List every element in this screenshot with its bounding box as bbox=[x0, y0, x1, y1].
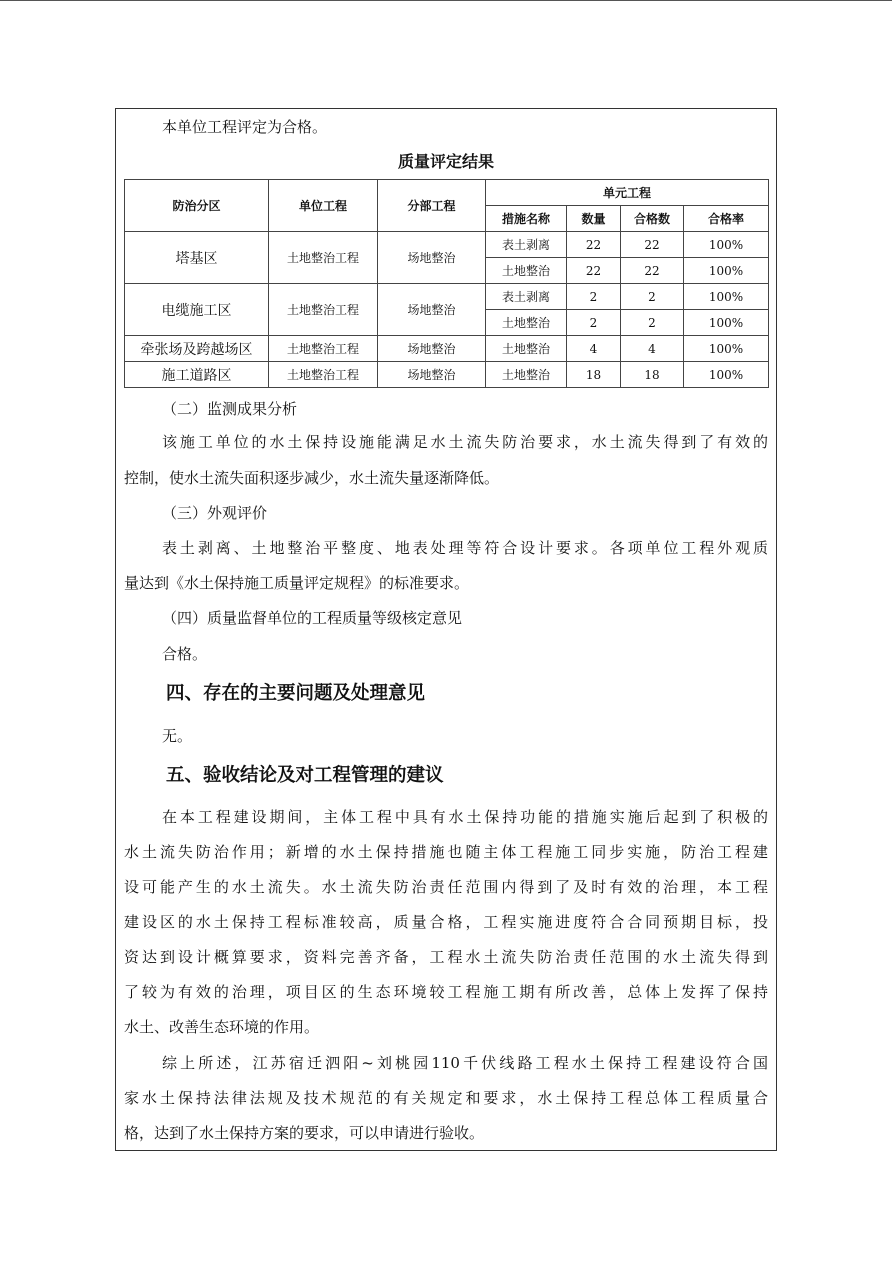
page-top-rule bbox=[0, 0, 892, 1]
measure-cell: 土地整治 bbox=[486, 310, 567, 336]
zone-cell: 施工道路区 bbox=[125, 362, 269, 388]
paragraph-line: 了较为有效的治理，项目区的生态环境较工程施工期有所改善，总体上发挥了保持 bbox=[124, 983, 768, 1001]
paragraph-line: 合格。 bbox=[162, 645, 208, 663]
measure-cell: 表土剥离 bbox=[486, 284, 567, 310]
measure-cell: 土地整治 bbox=[486, 336, 567, 362]
paragraph-line: 在本工程建设期间，主体工程中具有水土保持功能的措施实施后起到了积极的 bbox=[162, 808, 768, 826]
unit-project-cell: 土地整治工程 bbox=[269, 336, 378, 362]
table-title: 质量评定结果 bbox=[397, 152, 494, 171]
pass-count-cell: 22 bbox=[621, 232, 684, 258]
sub-project-cell: 场地整治 bbox=[378, 232, 486, 284]
measure-cell: 土地整治 bbox=[486, 258, 567, 284]
sub-project-cell: 场地整治 bbox=[378, 284, 486, 336]
section-heading: （四）质量监督单位的工程质量等级核定意见 bbox=[162, 609, 463, 627]
unit-project-cell: 土地整治工程 bbox=[269, 362, 378, 388]
paragraph-line: 建设区的水土保持工程标准较高，质量合格，工程实施进度符合合同预期目标，投 bbox=[124, 913, 768, 931]
pass-rate-cell: 100% bbox=[684, 258, 769, 284]
pass-count-cell: 18 bbox=[621, 362, 684, 388]
pass-count-cell: 2 bbox=[621, 310, 684, 336]
count-cell: 22 bbox=[567, 258, 621, 284]
paragraph-line: 资达到设计概算要求，资料完善齐备，工程水土流失防治责任范围的水土流失得到 bbox=[124, 948, 768, 966]
part-heading: 四、存在的主要问题及处理意见 bbox=[166, 683, 426, 704]
intro-line: 本单位工程评定为合格。 bbox=[162, 118, 328, 136]
section-heading: （二）监测成果分析 bbox=[162, 400, 298, 418]
header-element-project: 单元工程 bbox=[486, 180, 769, 206]
header-sub-project: 分部工程 bbox=[378, 180, 486, 232]
header-zone: 防治分区 bbox=[125, 180, 269, 232]
paragraph-line: 设可能产生的水土流失。水土流失防治责任范围内得到了及时有效的治理，本工程 bbox=[124, 878, 768, 896]
count-cell: 2 bbox=[567, 284, 621, 310]
part-heading: 五、验收结论及对工程管理的建议 bbox=[166, 765, 444, 786]
count-cell: 2 bbox=[567, 310, 621, 336]
sub-project-cell: 场地整治 bbox=[378, 336, 486, 362]
unit-project-cell: 土地整治工程 bbox=[269, 284, 378, 336]
paragraph-line: 该施工单位的水土保持设施能满足水土流失防治要求，水土流失得到了有效的 bbox=[162, 433, 768, 451]
pass-count-cell: 4 bbox=[621, 336, 684, 362]
sub-project-cell: 场地整治 bbox=[378, 362, 486, 388]
pass-rate-cell: 100% bbox=[684, 232, 769, 258]
pass-count-cell: 2 bbox=[621, 284, 684, 310]
quality-table bbox=[124, 179, 769, 388]
paragraph-line: 量达到《水土保持施工质量评定规程》的标准要求。 bbox=[124, 574, 470, 592]
table-row bbox=[125, 336, 769, 362]
paragraph-line: 水土、改善生态环境的作用。 bbox=[124, 1018, 320, 1036]
paragraph-line: 表土剥离、土地整治平整度、地表处理等符合设计要求。各项单位工程外观质 bbox=[162, 539, 768, 557]
pass-rate-cell: 100% bbox=[684, 310, 769, 336]
zone-cell: 塔基区 bbox=[125, 232, 269, 284]
measure-cell: 土地整治 bbox=[486, 362, 567, 388]
header-count: 数量 bbox=[567, 206, 621, 232]
zone-cell: 电缆施工区 bbox=[125, 284, 269, 336]
table-row bbox=[125, 284, 769, 310]
paragraph-line: 无。 bbox=[162, 727, 193, 745]
count-cell: 4 bbox=[567, 336, 621, 362]
unit-project-cell: 土地整治工程 bbox=[269, 232, 378, 284]
count-cell: 18 bbox=[567, 362, 621, 388]
section-heading: （三）外观评价 bbox=[162, 504, 268, 522]
table-row bbox=[125, 362, 769, 388]
paragraph-line: 综上所述，江苏宿迁泗阳~刘桃园110千伏线路工程水土保持工程建设符合国 bbox=[162, 1054, 768, 1072]
header-pass-rate: 合格率 bbox=[684, 206, 769, 232]
pass-count-cell: 22 bbox=[621, 258, 684, 284]
pass-rate-cell: 100% bbox=[684, 362, 769, 388]
paragraph-line: 控制，使水土流失面积逐步减少，水土流失量逐渐降低。 bbox=[124, 469, 500, 487]
paragraph-line: 水土流失防治作用；新增的水土保持措施也随主体工程施工同步实施，防治工程建 bbox=[124, 843, 768, 861]
header-pass-count: 合格数 bbox=[621, 206, 684, 232]
pass-rate-cell: 100% bbox=[684, 284, 769, 310]
header-unit-project: 单位工程 bbox=[269, 180, 378, 232]
header-measure: 措施名称 bbox=[486, 206, 567, 232]
measure-cell: 表土剥离 bbox=[486, 232, 567, 258]
count-cell: 22 bbox=[567, 232, 621, 258]
paragraph-line: 格，达到了水土保持方案的要求，可以申请进行验收。 bbox=[124, 1124, 485, 1142]
zone-cell: 牵张场及跨越场区 bbox=[125, 336, 269, 362]
table-row bbox=[125, 232, 769, 258]
pass-rate-cell: 100% bbox=[684, 336, 769, 362]
paragraph-line: 家水土保持法律法规及技术规范的有关规定和要求，水土保持工程总体工程质量合 bbox=[124, 1089, 768, 1107]
